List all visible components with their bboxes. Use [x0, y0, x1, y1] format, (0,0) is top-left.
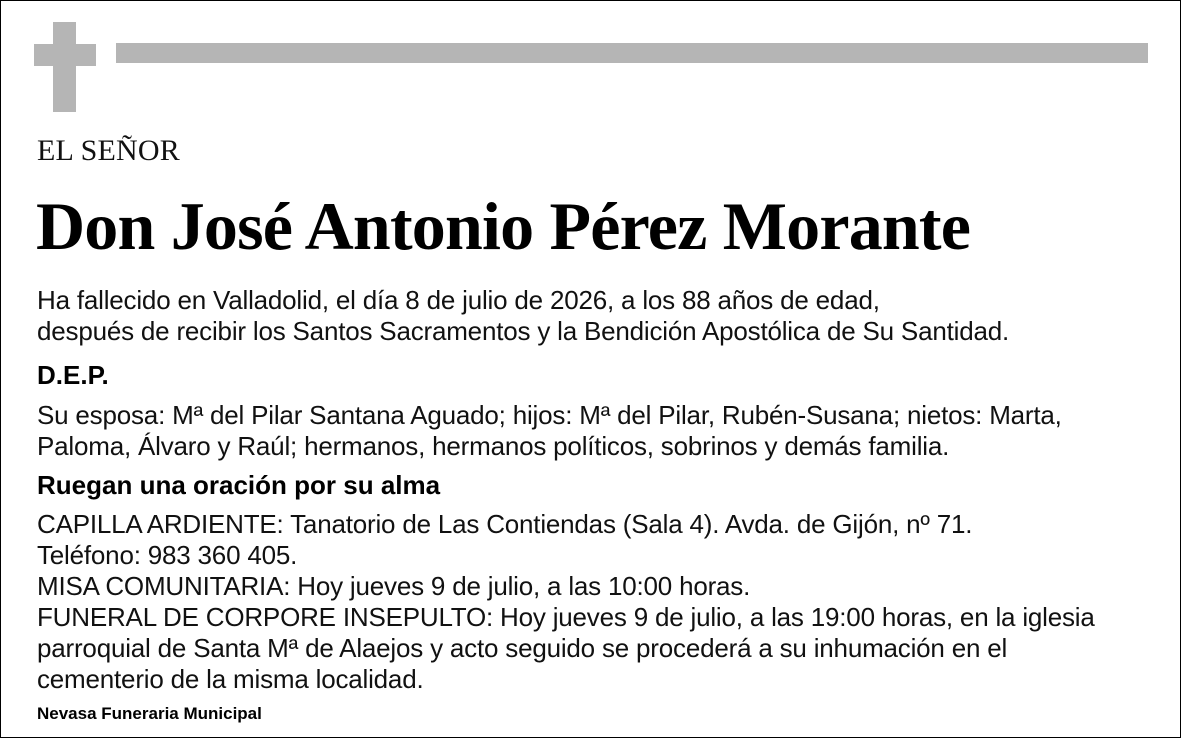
header-rule: [116, 43, 1148, 63]
rip-label: D.E.P.: [37, 360, 109, 390]
service-line: Teléfono: 983 360 405.: [37, 540, 298, 570]
title-prefix: EL SEÑOR: [37, 134, 180, 167]
announcement-text: [37, 285, 1157, 347]
service-line: cementerio de la misma localidad.: [37, 664, 424, 694]
service-line: parroquial de Santa Mª de Alaejos y acto seguido se procederá a su inhumación en el: [37, 633, 1008, 663]
deceased-name: Don José Antonio Pérez Morante: [36, 188, 971, 264]
family-line: Su esposa: Mª del Pilar Santana Aguado; hijos: Mª del Pilar, Rubén-Susana; nietos: Marta,: [37, 400, 1062, 430]
service-line: FUNERAL DE CORPORE INSEPULTO: Hoy jueves 9 de julio, a las 19:00 horas, en la iglesia: [37, 602, 1095, 632]
service-line: CAPILLA ARDIENTE: Tanatorio de Las Contiendas (Sala 4). Avda. de Gijón, nº 71.: [37, 509, 973, 539]
cross-vertical-bar: [53, 22, 76, 112]
service-details: [37, 509, 1157, 695]
prayer-request: Ruegan una oración por su alma: [37, 470, 441, 500]
service-line: MISA COMUNITARIA: Hoy jueves 9 de julio, a las 10:00 horas.: [37, 571, 751, 601]
funeral-home-credit: Nevasa Funeraria Municipal: [37, 704, 262, 723]
cross-horizontal-bar: [34, 44, 96, 66]
announcement-line: Ha fallecido en Valladolid, el día 8 de julio de 2026, a los 88 años de edad,: [37, 285, 880, 315]
family-line: Paloma, Álvaro y Raúl; hermanos, hermanos políticos, sobrinos y demás familia.: [37, 431, 950, 461]
family-text: [37, 400, 1157, 462]
announcement-line: después de recibir los Santos Sacramentos y la Bendición Apostólica de Su Santidad.: [37, 316, 1009, 346]
